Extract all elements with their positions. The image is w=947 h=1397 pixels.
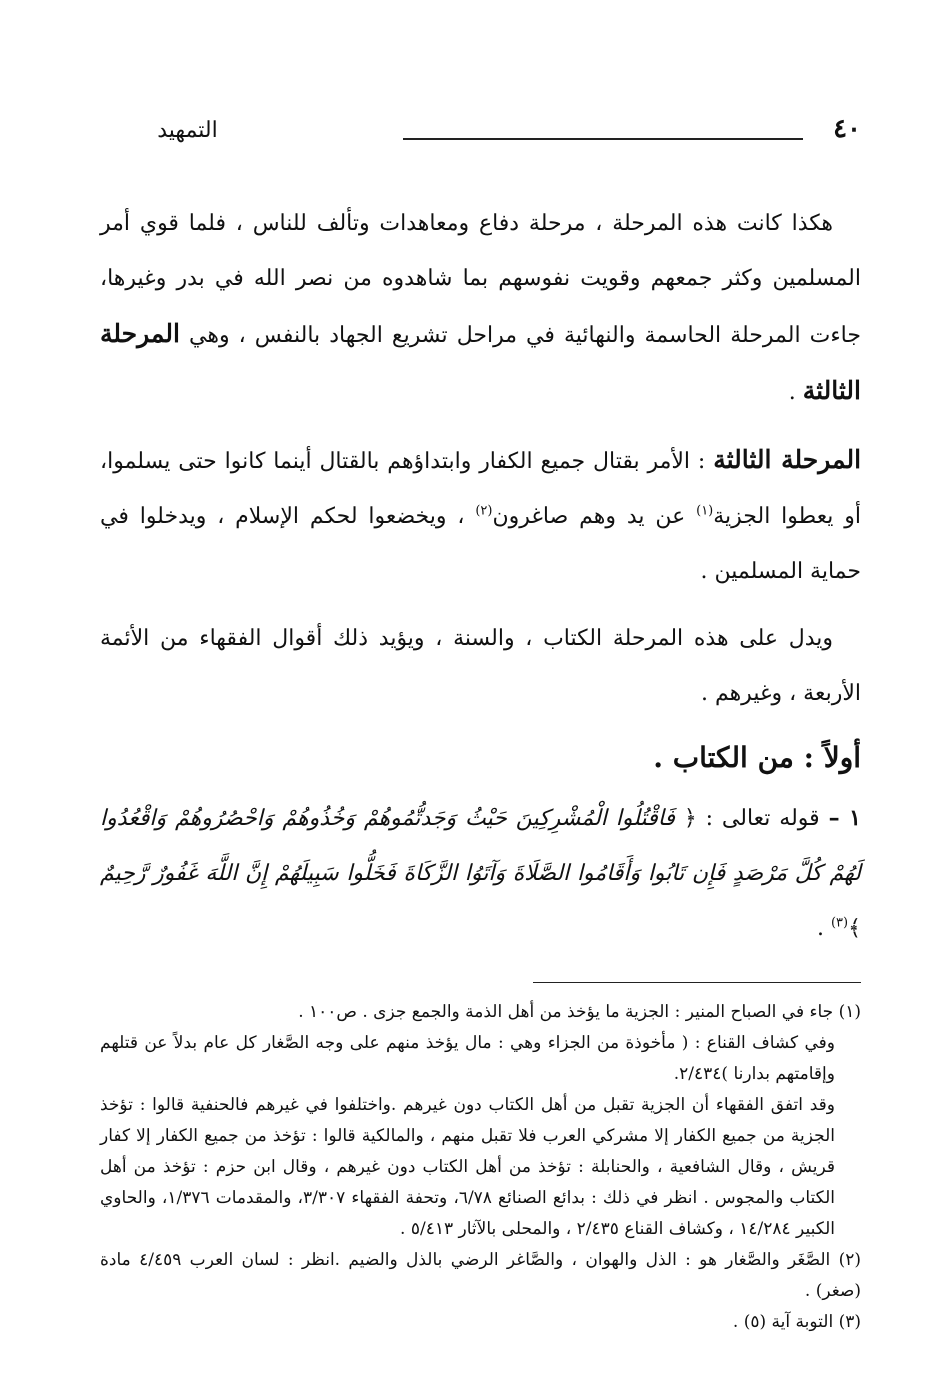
footnote-ref-2[interactable]: (٢)	[475, 503, 493, 519]
stage-three-label: المرحلة الثالثة	[100, 319, 861, 405]
footnote-rule	[533, 982, 861, 983]
footnote-ref-3[interactable]: (٣)	[830, 915, 849, 931]
footnote-1-fuqaha: وقد اتفق الفقهاء أن الجزية تقبل من أهل الكتاب دون غيرهم .واختلفوا في غيرهم فالحنفية قالوا : تؤخذ الجزية من جميع الكفار إلا مشركي العرب فلا تقبل منهم ، والمالكية قالوا : تؤخذ من جميع الكفار إلا كفار قريش ، وقال الشافعية ، والحنابلة : تؤخذ من أهل الكتاب دون غيرهم ، وقال ابن حزم : تؤخذ من أهل الكتاب والمجوس . انظر في ذلك : بدائع الصنائع ٦/٧٨، وتحفة الفقهاء ٣/٣٠٧، والمقدمات ١/٣٧٦، والحاوي الكبير ١٤/٢٨٤ ، وكشاف القناع ٢/٤٣٥ ، والمحلى بالآثار ٥/٤١٣ .	[100, 1095, 835, 1239]
section-heading: أولاً : من الكتاب .	[653, 741, 861, 774]
footnote-1: (١) جاء في الصباح المنير : الجزية ما يؤخذ من أهل الذمة والجمع جزى . ص١٠٠ .	[298, 1002, 861, 1022]
paragraph-1-end: .	[788, 380, 796, 405]
verse-close: ﴾	[848, 916, 861, 941]
paragraph-3: ويدل على هذه المرحلة الكتاب ، والسنة ، ويؤيد ذلك أقوال الفقهاء من الأئمة الأربعة ، وغيرهم .	[100, 626, 861, 706]
verse-number: ١ –	[828, 805, 861, 831]
header-rule	[403, 138, 803, 140]
paragraph-2-text-a: : الأمر بقتال جميع الكفار وابتداؤهم بالقتال أينما كانوا حتى يسلموا، أو يعطوا الجزية	[100, 449, 862, 529]
paragraph-2-text-c: ، ويخضعوا لحكم الإسلام ، ويدخلوا في حماية المسلمين .	[100, 504, 861, 584]
paragraph-2-text-b: عن يد وهم صاغرون	[492, 504, 686, 529]
stage-three-heading: المرحلة الثالثة	[713, 445, 862, 474]
paragraph-1-text: هكذا كانت هذه المرحلة ، مرحلة دفاع ومعاهدات وتألف للناس ، فلما قوي أمر المسلمين وكثر جمعهم وقويت نفوسهم بما شاهدوه من نصر الله في بدر وغيرها، جاءت المرحلة الحاسمة والنهائية في مراحل تشريع الجهاد بالنفس ، وهي	[100, 211, 861, 348]
footnotes	[100, 997, 861, 1338]
quran-verse: فَاقْتُلُوا الْمُشْرِكِينَ حَيْثُ وَجَدتُّمُوهُمْ وَخُذُوهُمْ وَاحْصُرُوهُمْ وَاقْعُدُوا لَهُمْ كُلَّ مَرْصَدٍ فَإِن تَابُوا وَأَقَامُوا الصَّلَاةَ وَآتَوُا الزَّكَاةَ فَخَلُّوا سَبِيلَهُمْ إِنَّ اللَّهَ غَفُورٌ رَّحِيمٌ	[100, 806, 861, 886]
main-text	[100, 196, 861, 956]
page-number: ٤٠	[833, 114, 861, 144]
verse-intro: قوله تعالى : ﴿	[683, 806, 820, 831]
footnote-3: (٣) التوبة آية (٥) .	[732, 1312, 861, 1332]
paragraph-1	[100, 196, 861, 420]
page-header	[100, 110, 861, 158]
paragraph-2	[100, 432, 861, 599]
running-title: التمهيد	[157, 118, 218, 143]
verse-end: .	[816, 916, 824, 941]
verse-item	[100, 791, 861, 956]
footnote-ref-1[interactable]: (١)	[696, 503, 714, 519]
footnote-1-kashaf: وفي كشاف القناع : ( مأخوذة من الجزاء وهي : مال يؤخذ منهم على وجه الصَّغار كل عام بدلاً عن قتلهم وإقامتهم بدارنا )٢/٤٣٤.	[100, 1033, 835, 1084]
footnote-2: (٢) الصَّغَر والصَّغار هو : الذل والهوان ، والصَّاغر الرضي بالذل والضيم .انظر : لسان العرب ٤/٤٥٩ مادة (صغر) .	[100, 1250, 861, 1301]
